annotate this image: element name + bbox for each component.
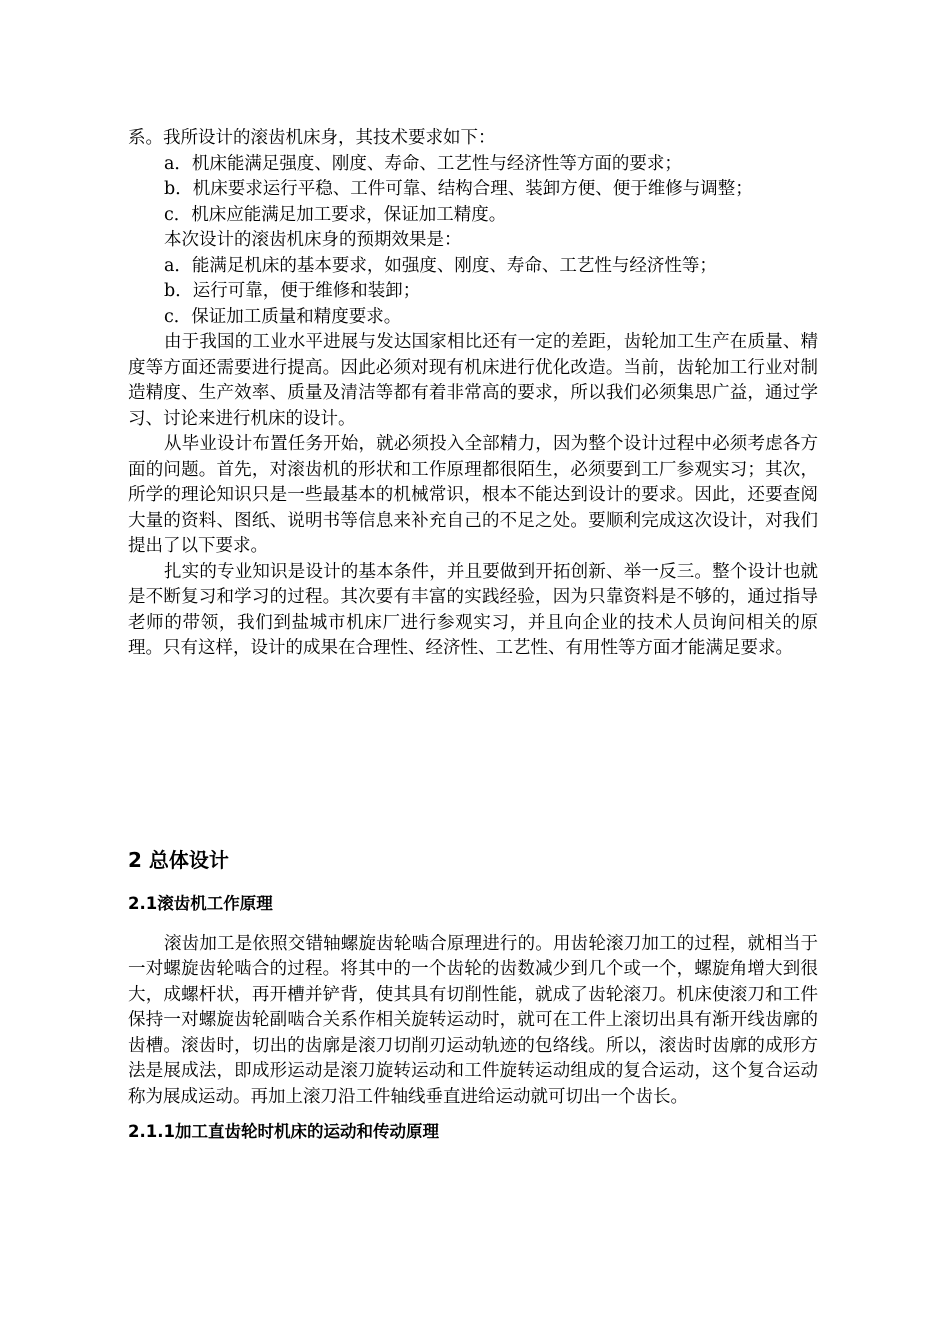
subsection-heading: 2.1滚齿机工作原理 (128, 893, 273, 913)
intro-line: 系。我所设计的滚齿机床身，其技术要求如下： (128, 128, 496, 148)
subsubsection-heading: 2.1.1加工直齿轮时机床的运动和传动原理 (128, 1122, 439, 1141)
effect-item-c: c．保证加工质量和精度要求。 (164, 306, 402, 327)
effect-item-b: b．运行可靠，便于维修和装卸； (164, 281, 421, 301)
requirement-item-b: b．机床要求运行平稳、工件可靠、结构合理、装卸方便、便于维修与调整； (164, 179, 753, 199)
document-body (128, 126, 818, 1144)
subsection-paragraph: 滚齿加工是依照交错轴螺旋齿轮啮合原理进行的。用齿轮滚刀加工的过程，就相当于一对螺旋齿轮啮合的过程。将其中的一个齿轮的齿数减少到几个或一个，螺旋角增大到很大，成螺杆状，再开槽并铲背，使其具有切削性能，就成了齿轮滚刀。机床使滚刀和工件保持一对螺旋齿轮副啮合关系作相关旋转运动时，就可在工件上滚切出具有渐开线齿廓的齿槽。滚齿时，切出的齿廓是滚刀切削刃运动轨迹的包络线。所以，滚齿时齿廓的成形方法是展成法，即成形运动是滚刀旋转运动和工件旋转运动组成的复合运动，这个复合运动称为展成运动。再加上滚刀沿工件轴线垂直进给运动就可切出一个齿长。 (128, 933, 818, 1107)
body-paragraph: 由于我国的工业水平进展与发达国家相比还有一定的差距，齿轮加工生产在质量、精度等方面还需要进行提高。因此必须对现有机床进行优化改造。当前，齿轮加工行业对制造精度、生产效率、质量及清洁等都有着非常高的要求，所以我们必须集思广益，通过学习、讨论来进行机床的设计。 (128, 332, 818, 429)
body-paragraph: 扎实的专业知识是设计的基本条件，并且要做到开拓创新、举一反三。整个设计也就是不断复习和学习的过程。其次要有丰富的实践经验，因为只靠资料是不够的，通过指导老师的带领，我们到盐城市机床厂进行参观实习，并且向企业的技术人员询问相关的原理。只有这样，设计的成果在合理性、经济性、工艺性、有用性等方面才能满足要求。 (128, 561, 818, 658)
page-whitespace (128, 662, 818, 846)
requirement-item-a: a．机床能满足强度、刚度、寿命、工艺性与经济性等方面的要求； (164, 153, 682, 174)
effect-item-a: a．能满足机床的基本要求，如强度、刚度、寿命、工艺性与经济性等； (164, 255, 717, 276)
body-paragraph: 从毕业设计布置任务开始，就必须投入全部精力，因为整个设计过程中必须考虑各方面的问题。首先，对滚齿机的形状和工作原理都很陌生，必须要到工厂参观实习；其次，所学的理论知识只是一些最基本的机械常识，根本不能达到设计的要求。因此，还要查阅大量的资料、图纸、说明书等信息来补充自己的不足之处。要顺利完成这次设计，对我们提出了以下要求。 (128, 434, 818, 556)
effects-intro: 本次设计的滚齿机床身的预期效果是： (164, 230, 462, 250)
requirement-item-c: c．机床应能满足加工要求，保证加工精度。 (164, 204, 507, 225)
section-heading: 2 总体设计 (128, 847, 229, 872)
